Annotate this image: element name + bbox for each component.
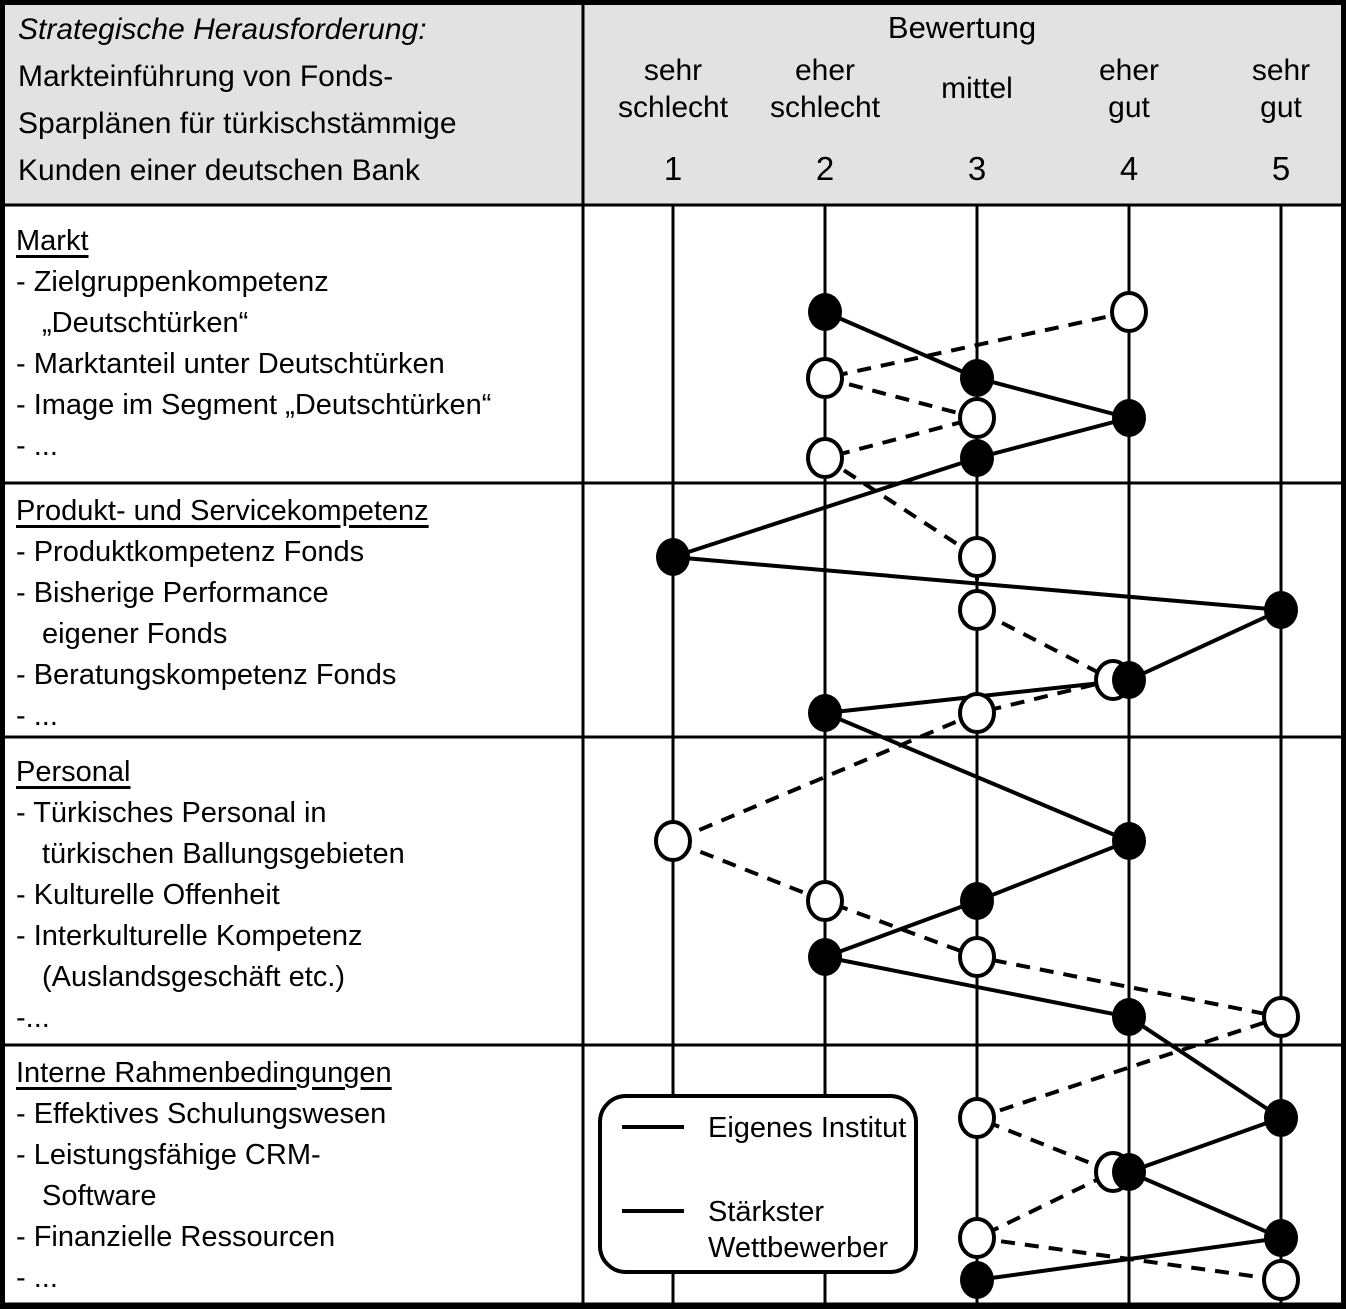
criteria-item: - Bisherige Performance (16, 577, 329, 609)
data-point-competitor (960, 591, 994, 629)
data-point-competitor (1264, 998, 1298, 1036)
criteria-item: - Image im Segment „Deutschtürken“ (16, 389, 492, 421)
data-point-competitor (960, 538, 994, 576)
challenge-title-line: Kunden einer deutschen Bank (18, 154, 420, 187)
section-heading: Produkt- und Servicekompetenz (16, 495, 429, 527)
scale-tick-label: eher schlecht (769, 54, 881, 124)
data-point-own (1112, 998, 1146, 1036)
criteria-item: (Auslandsgeschäft etc.) (42, 961, 346, 993)
section-heading: Interne Rahmenbedingungen (16, 1057, 392, 1089)
data-point-own (960, 1261, 994, 1299)
scale-tick-label: eher gut (1098, 54, 1160, 124)
criteria-item: - Beratungskompetenz Fonds (16, 659, 397, 691)
legend-box (598, 1094, 918, 1274)
legend-label-own: Eigenes Institut (708, 1112, 907, 1144)
competitor-series-swatch (622, 1209, 684, 1213)
legend-label-competitor: Stärkster Wettbewerber (708, 1196, 888, 1264)
scale-tick-number: 1 (663, 150, 683, 187)
data-point-own (808, 938, 842, 976)
data-point-competitor (1096, 661, 1130, 699)
criteria-item: - ... (16, 1262, 58, 1294)
criteria-item: - Zielgruppenkompetenz (16, 266, 329, 298)
scale-tick-label: sehr gut (1251, 54, 1311, 124)
data-point-own (1264, 1099, 1298, 1137)
criteria-item: - Kulturelle Offenheit (16, 879, 280, 911)
criteria-item: - ... (16, 430, 58, 462)
challenge-header-cell (18, 6, 578, 194)
scale-tick-number: 3 (967, 150, 987, 187)
criteria-item: „Deutschtürken“ (42, 307, 249, 339)
section-heading: Personal (16, 756, 131, 788)
data-point-own (1112, 822, 1146, 860)
challenge-title-line: Strategische Herausforderung: (18, 13, 427, 46)
data-point-own (960, 882, 994, 920)
scale-tick-number: 4 (1119, 150, 1139, 187)
section-heading: Markt (16, 225, 89, 257)
data-point-own (960, 439, 994, 477)
criteria-section (0, 205, 578, 499)
data-point-competitor (960, 938, 994, 976)
criteria-item: - Finanzielle Ressourcen (16, 1221, 336, 1253)
data-point-own (1112, 399, 1146, 437)
data-point-competitor (808, 439, 842, 477)
legend-entry-competitor (622, 1194, 913, 1266)
data-point-competitor (1264, 1261, 1298, 1299)
criteria-item: Software (42, 1180, 157, 1212)
scale-tick-label: mittel (941, 72, 1013, 105)
data-point-own (1112, 661, 1146, 699)
challenge-title-line: Sparplänen für türkischstämmige (18, 107, 457, 140)
criteria-item: - Interkulturelle Kompetenz (16, 920, 363, 952)
data-point-competitor (656, 822, 690, 860)
data-point-own (808, 293, 842, 331)
criteria-item: - Marktanteil unter Deutschtürken (16, 348, 445, 380)
criteria-item: - ... (16, 700, 58, 732)
criteria-item: -... (16, 1002, 50, 1034)
scale-tick-label: sehr schlecht (617, 54, 729, 124)
data-point-own (1264, 1219, 1298, 1257)
data-point-competitor (1096, 1153, 1130, 1191)
own-series-swatch (622, 1125, 684, 1129)
scale-tick-number: 2 (815, 150, 835, 187)
criteria-item: - Leistungsfähige CRM- (16, 1139, 321, 1171)
rating-axis-title: Bewertung (887, 10, 1037, 45)
challenge-title-line: Markteinführung von Fonds- (18, 60, 394, 93)
data-point-competitor (960, 1219, 994, 1257)
scale-tick-number: 5 (1271, 150, 1291, 187)
data-point-competitor (808, 882, 842, 920)
data-point-own (1264, 591, 1298, 629)
data-point-own (656, 538, 690, 576)
criteria-item: eigener Fonds (42, 618, 228, 650)
data-point-competitor (1112, 293, 1146, 331)
data-point-competitor (808, 359, 842, 397)
data-point-own (1112, 1153, 1146, 1191)
criteria-section (0, 737, 578, 1060)
data-point-competitor (960, 1099, 994, 1137)
data-point-own (808, 694, 842, 732)
criteria-item: türkischen Ballungsgebieten (42, 838, 405, 870)
data-point-competitor (960, 694, 994, 732)
data-point-competitor (960, 399, 994, 437)
criteria-item: - Effektives Schulungswesen (16, 1098, 387, 1130)
criteria-item: - Türkisches Personal in (16, 797, 327, 829)
legend-entry-own (622, 1110, 913, 1146)
data-point-own (960, 359, 994, 397)
criteria-item: - Produktkompetenz Fonds (16, 536, 365, 568)
criteria-section (0, 1045, 578, 1309)
criteria-section (0, 483, 578, 745)
